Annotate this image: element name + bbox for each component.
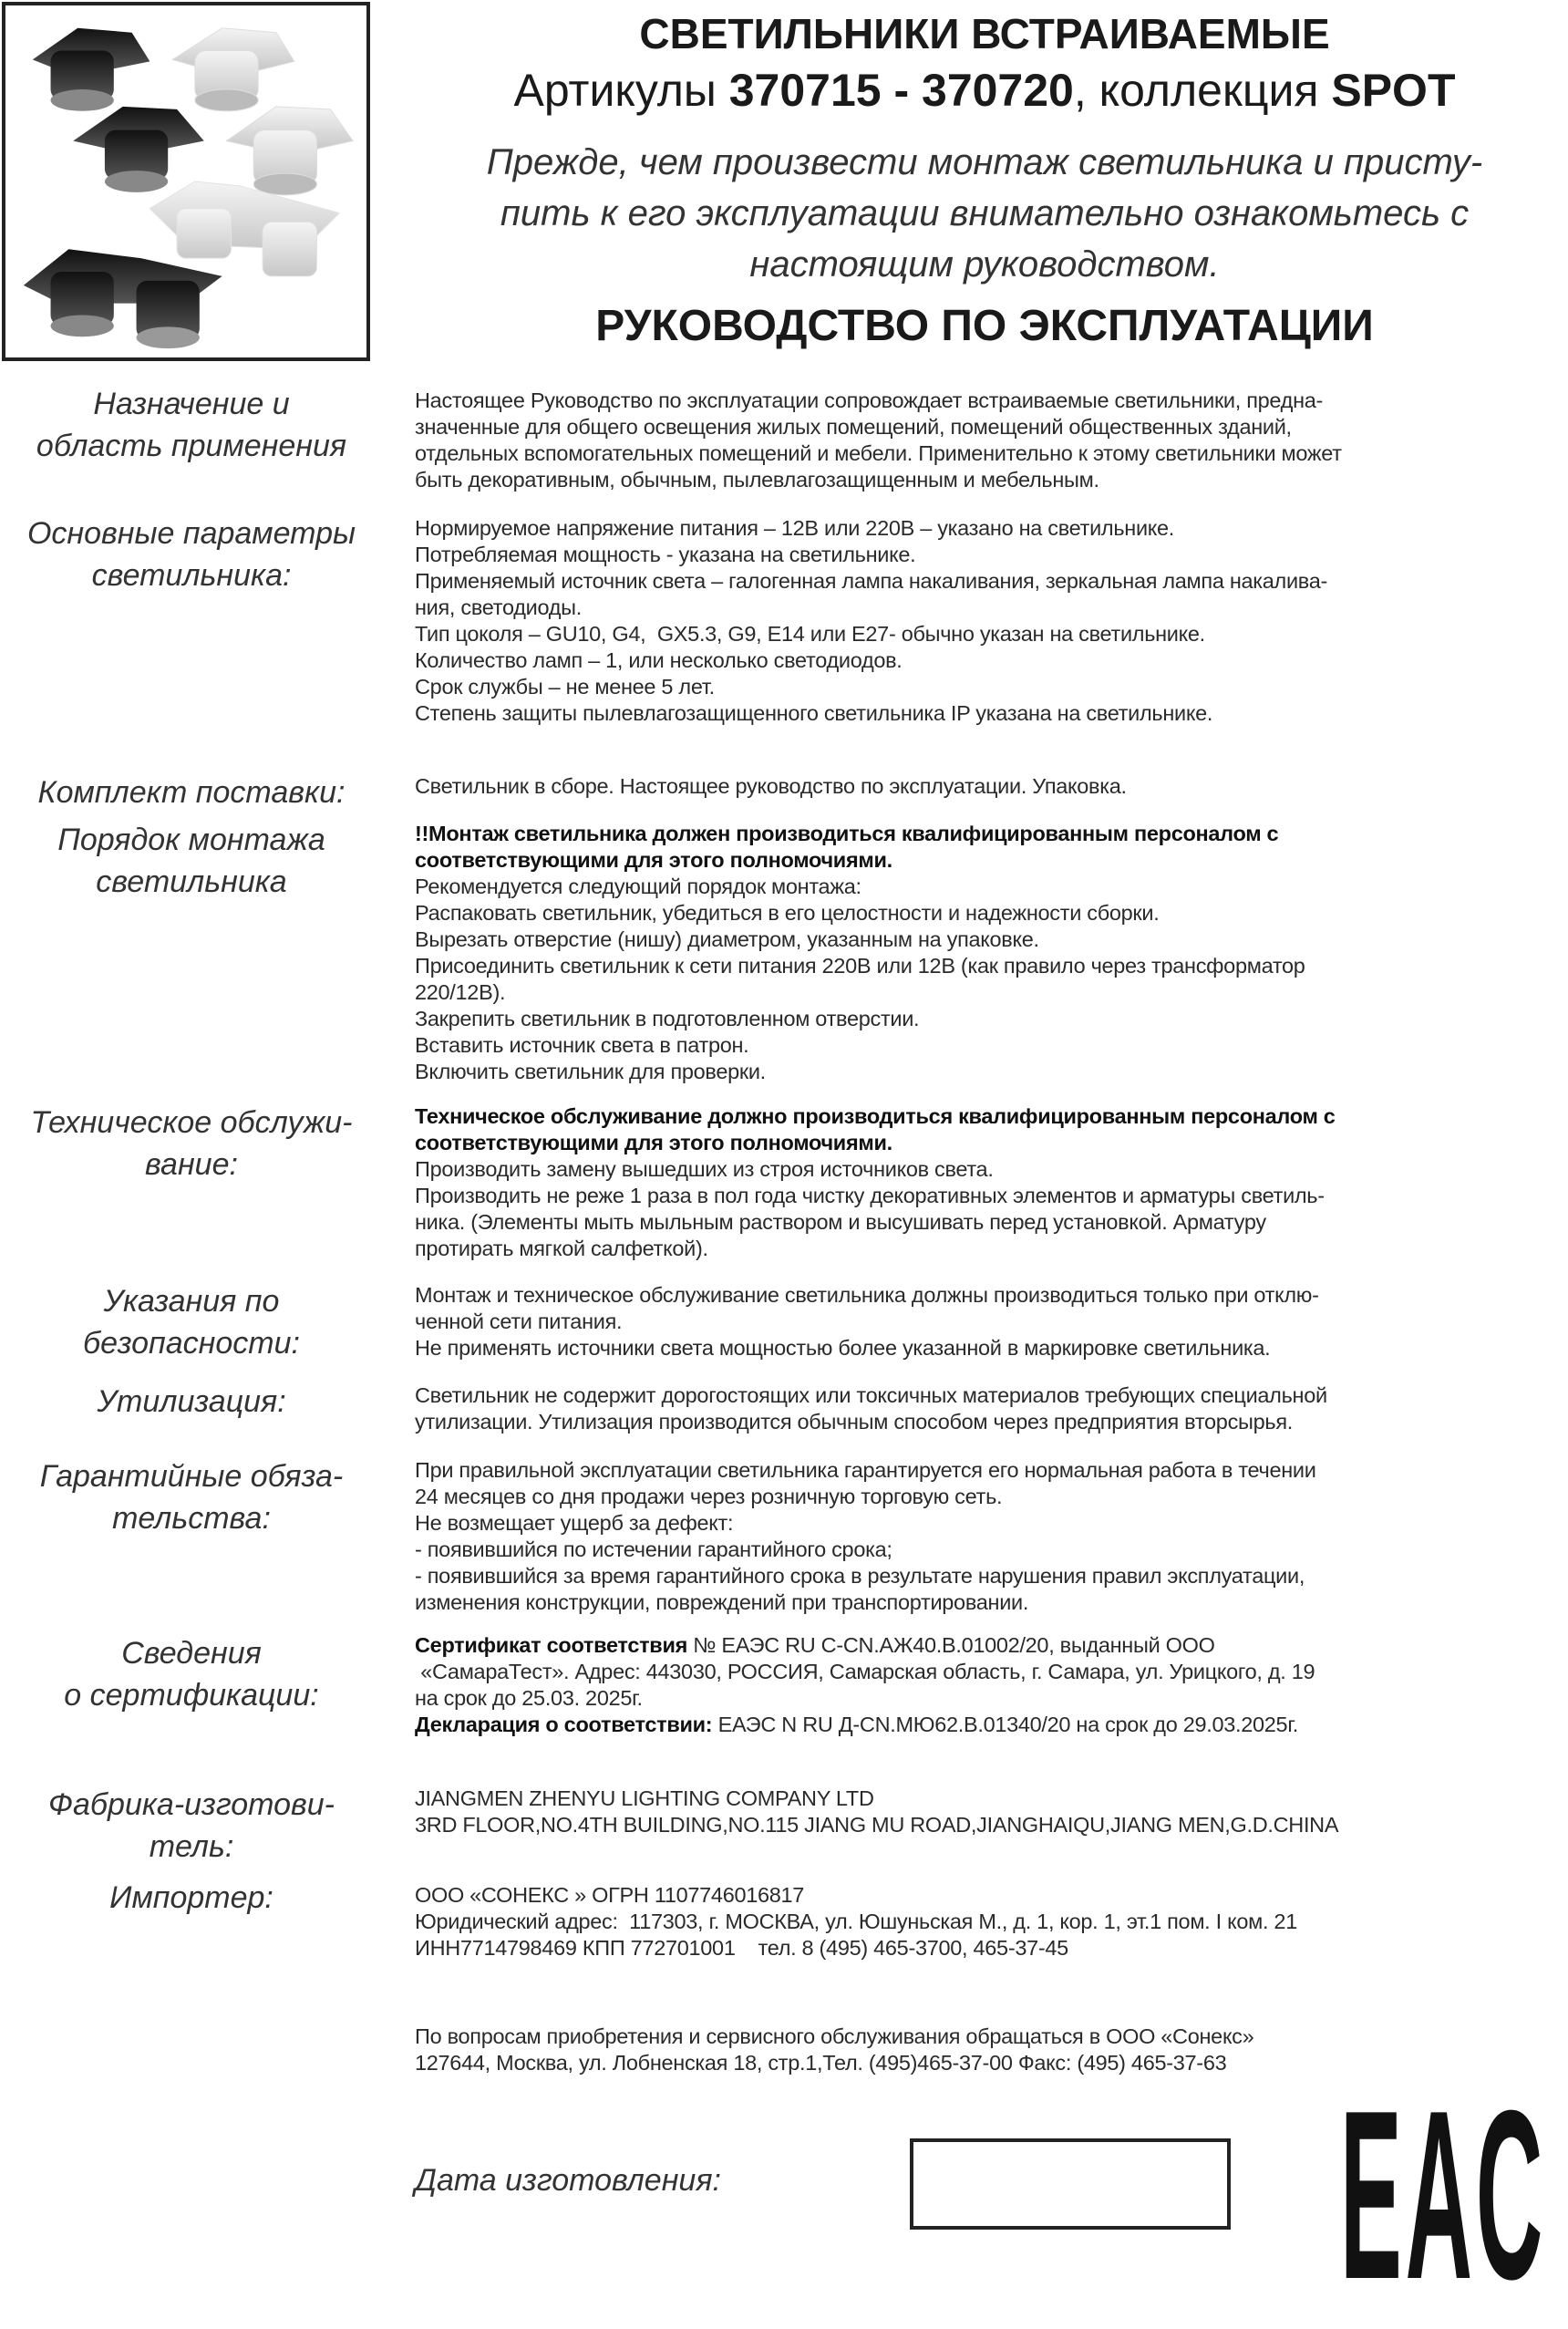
- text-line: [415, 1685, 1568, 1712]
- text-line: [415, 1335, 1568, 1361]
- text-line: [415, 1589, 1568, 1616]
- section-label-safety: Указания по безопасности:: [83, 1284, 300, 1361]
- text-line: [415, 1882, 1568, 1909]
- line-text: JIANGMEN ZHENYU LIGHTING COMPANY LTD: [415, 1786, 874, 1810]
- line-text: Юридический адрес: 117303, г. МОСКВА, ул. Юшуньская М., д. 1, кор. 1, эт.1 пом. I ком. 21: [415, 1910, 1297, 1933]
- text-line: [415, 773, 1568, 800]
- recessed-spotlights-image: [5, 5, 366, 357]
- section-body-safety: [415, 1282, 1568, 1361]
- section-label-warranty: Гарантийные обяза- тельства:: [39, 1459, 344, 1536]
- text-line: [415, 1510, 1568, 1537]
- text-line: [415, 1457, 1568, 1484]
- manual-title: РУКОВОДСТВО ПО ЭКСПЛУАТАЦИИ: [595, 302, 1374, 350]
- line-text: Потребляемая мощность - указана на светильнике.: [415, 543, 916, 566]
- line-text: № ЕАЭС RU C-CN.АЖ40.В.01002/20, выданный ООО: [687, 1633, 1215, 1657]
- section-body-package: [415, 773, 1568, 800]
- text-line: [415, 647, 1568, 674]
- text-line: [415, 953, 1568, 979]
- line-text: - появившийся за время гарантийного срока в результате нарушения правил эксплуатации,: [415, 1564, 1305, 1588]
- line-text: При правильной эксплуатации светильника гарантируется его нормальная работа в течении: [415, 1458, 1316, 1482]
- bold-text: Декларация о соответствии:: [415, 1713, 713, 1736]
- line-text: По вопросам приобретения и сервисного обслуживания обращаться в ООО «Сонекс»: [415, 2024, 1254, 2048]
- manufacture-date-label: Дата изготовления:: [415, 2163, 721, 2198]
- text-line: [415, 1032, 1568, 1059]
- text-line: [415, 1812, 1568, 1838]
- section-label-parameters: Основные параметры светильника:: [26, 516, 356, 593]
- text-line: [415, 900, 1568, 926]
- articles-line: [401, 64, 1568, 117]
- text-line: [415, 821, 1568, 847]
- text-line: [415, 568, 1568, 595]
- text-line: [415, 1786, 1568, 1812]
- text-line: [415, 1632, 1568, 1659]
- line-text: Тип цоколя – GU10, G4, GX5.3, G9, E14 или E27- обычно указан на светильнике.: [415, 622, 1205, 646]
- text-line: [415, 1712, 1568, 1738]
- line-text: утилизации. Утилизация производится обычным способом через предприятия вторсырья.: [415, 1410, 1293, 1434]
- line-text: ИНН7714798469 КПП 772701001 тел. 8 (495) 465-3700, 465-37-45: [415, 1936, 1068, 1960]
- text-line: [415, 621, 1568, 647]
- line-text: отдельных вспомогательных помещений и мебели. Применительно к этому светильники может: [415, 441, 1342, 465]
- section-label-purpose: Назначение и область применения: [36, 387, 347, 463]
- line-text: изменения конструкции, повреждений при транспортировании.: [415, 1590, 1029, 1614]
- section-label-maintenance: Техническое обслужи- вание:: [30, 1105, 353, 1182]
- text-line: [415, 595, 1568, 621]
- line-text: Распаковать светильник, убедиться в его целостности и надежности сборки.: [415, 901, 1160, 925]
- line-text: ЕАЭС N RU Д-CN.МЮ62.В.01340/20 на срок до 29.03.2025г.: [712, 1713, 1298, 1736]
- section-body-purpose: [415, 388, 1568, 493]
- section-body-manufacturer: [415, 1786, 1568, 1838]
- line-text: Не применять источники света мощностью более указанной в маркировке светильника.: [415, 1336, 1271, 1360]
- text-line: [415, 1484, 1568, 1510]
- section-body-disposal: [415, 1382, 1568, 1435]
- section-label-importer: Импортер:: [109, 1880, 273, 1915]
- text-line: [415, 1156, 1568, 1183]
- text-line: [415, 1962, 1568, 1988]
- line-text: Вставить источник света в патрон.: [415, 1033, 749, 1057]
- text-line: [415, 1236, 1568, 1262]
- text-line: [415, 926, 1568, 953]
- bold-text: !!Монтаж светильника должен производиться квалифицированным персоналом с: [415, 822, 1279, 845]
- line-text: протирать мягкой салфеткой).: [415, 1237, 708, 1260]
- text-line: [415, 1006, 1568, 1032]
- text-line: [415, 1309, 1568, 1335]
- text-line: [415, 1563, 1568, 1589]
- line-text: Применяемый источник света – галогенная лампа накаливания, зеркальная лампа накалива-: [415, 569, 1328, 593]
- text-line: [415, 1103, 1568, 1130]
- text-line: [415, 2024, 1568, 2050]
- bold-text: соответствующими для этого полномочиями.: [415, 848, 892, 872]
- section-label-certification: Сведения о сертификации:: [64, 1636, 319, 1713]
- text-line: [415, 1988, 1568, 2014]
- text-line: [415, 847, 1568, 874]
- line-text: 220/12В).: [415, 980, 506, 1004]
- bold-text: Сертификат соответствия: [415, 1633, 688, 1657]
- line-text: быть декоративным, обычным, пылевлагозащищенным и мебельным.: [415, 468, 1099, 492]
- text-line: [415, 700, 1568, 727]
- article-numbers: 370715 - 370720: [728, 65, 1074, 116]
- section-label-package: Комплект поставки:: [37, 775, 346, 810]
- line-text: 3RD FLOOR,NO.4TH BUILDING,NO.115 JIANG MU ROAD,JIANGHAIQU,JIANG MEN,G.D.CHINA: [415, 1813, 1339, 1837]
- text-line: [415, 1909, 1568, 1935]
- line-text: Светильник в сборе. Настоящее руководство по эксплуатации. Упаковка.: [415, 774, 1127, 798]
- line-text: Срок службы – не менее 5 лет.: [415, 675, 715, 699]
- section-body-maintenance: [415, 1103, 1568, 1262]
- section-label-disposal: Утилизация:: [97, 1384, 286, 1419]
- section-label-manufacturer: Фабрика-изготови- тель:: [47, 1787, 335, 1864]
- line-text: 127644, Москва, ул. Лобненская 18, стр.1,Тел. (495)465-37-00 Факс: (495) 465-37-63: [415, 2051, 1227, 2075]
- text-line: [415, 1382, 1568, 1409]
- text-line: [415, 1130, 1568, 1156]
- product-photo: [2, 2, 370, 361]
- text-line: [415, 467, 1568, 493]
- line-text: на срок до 25.03. 2025г.: [415, 1686, 643, 1710]
- text-line: [415, 440, 1568, 467]
- text-line: [415, 979, 1568, 1006]
- line-text: ния, светодиоды.: [415, 595, 582, 619]
- text-line: [415, 1059, 1568, 1085]
- section-body-parameters: [415, 515, 1568, 727]
- bold-text: Техническое обслуживание должно производиться квалифицированным персоналом с: [415, 1104, 1336, 1128]
- line-text: Степень защиты пылевлагозащищенного светильника IP указана на светильнике.: [415, 701, 1213, 725]
- line-text: Не возмещает ущерб за дефект:: [415, 1511, 734, 1535]
- text-line: [415, 1209, 1568, 1236]
- line-text: ника. (Элементы мыть мыльным раствором и высушивать перед установкой. Арматуру: [415, 1210, 1266, 1234]
- text-line: [415, 1659, 1568, 1685]
- text-line: [415, 874, 1568, 900]
- line-text: Закрепить светильник в подготовленном отверстии.: [415, 1007, 920, 1030]
- line-text: Рекомендуется следующий порядок монтажа:: [415, 875, 861, 898]
- line-text: Нормируемое напряжение питания – 12В или 220В – указано на светильнике.: [415, 516, 1175, 540]
- line-text: Производить замену вышедших из строя источников света.: [415, 1157, 994, 1181]
- line-text: Производить не реже 1 раза в пол года чистку декоративных элементов и арматуры светиль-: [415, 1184, 1325, 1207]
- line-text: 24 месяцев со дня продажи через розничную торговую сеть.: [415, 1485, 1003, 1508]
- line-text: Количество ламп – 1, или несколько светодиодов.: [415, 648, 903, 672]
- line-text: ООО «СОНЕКС » ОГРН 1107746016817: [415, 1883, 805, 1907]
- collection-name: SPOT: [1331, 65, 1456, 116]
- line-text: Включить светильник для проверки.: [415, 1060, 766, 1083]
- text-line: [415, 1537, 1568, 1563]
- line-text: Настоящее Руководство по эксплуатации сопровождает встраиваемые светильники, предна-: [415, 388, 1324, 412]
- section-label-installation: Порядок монтажа светильника: [57, 823, 325, 899]
- line-text: Вырезать отверстие (нишу) диаметром, указанным на упаковке.: [415, 927, 1039, 951]
- section-body-warranty: [415, 1457, 1568, 1616]
- line-text: Монтаж и техническое обслуживание светильника должны производиться только при отклю-: [415, 1283, 1319, 1307]
- text-line: [415, 1183, 1568, 1209]
- text-line: [415, 1282, 1568, 1309]
- text-line: [415, 1935, 1568, 1962]
- text-line: [415, 388, 1568, 414]
- section-body-importer: [415, 1882, 1568, 2076]
- intro-warning: Прежде, чем произвести монтаж светильника и присту- пить к его эксплуатации внимательно ознакомьтесь с настоящим руководством.: [486, 142, 1483, 285]
- section-body-certification: [415, 1632, 1568, 1738]
- line-text: значенные для общего освещения жилых помещений, помещений общественных зданий,: [415, 415, 1292, 439]
- line-text: Присоединить светильник к сети питания 220В или 12В (как правило через трансформатор: [415, 954, 1305, 978]
- manufacture-date-box: [910, 2138, 1231, 2230]
- product-title: СВЕТИЛЬНИКИ ВСТРАИВАЕМЫЕ: [639, 10, 1330, 57]
- text-line: [415, 414, 1568, 440]
- section-body-installation: [415, 821, 1568, 1085]
- text-line: [415, 542, 1568, 568]
- line-text: ченной сети питания.: [415, 1309, 623, 1333]
- line-text: Светильник не содержит дорогостоящих или токсичных материалов требующих специальной: [415, 1383, 1327, 1407]
- line-text: «СамараТест». Адрес: 443030, РОССИЯ, Самарская область, г. Самара, ул. Урицкого, д. 19: [415, 1660, 1315, 1683]
- text-line: [415, 1409, 1568, 1435]
- articles-prefix: Артикулы: [513, 65, 729, 116]
- text-line: [415, 515, 1568, 542]
- line-text: - появившийся по истечении гарантийного срока;: [415, 1537, 892, 1561]
- text-line: [415, 674, 1568, 700]
- bold-text: соответствующими для этого полномочиями.: [415, 1131, 892, 1154]
- collection-prefix: , коллекция: [1073, 65, 1332, 116]
- eac-mark: EAC: [1340, 2060, 1547, 2329]
